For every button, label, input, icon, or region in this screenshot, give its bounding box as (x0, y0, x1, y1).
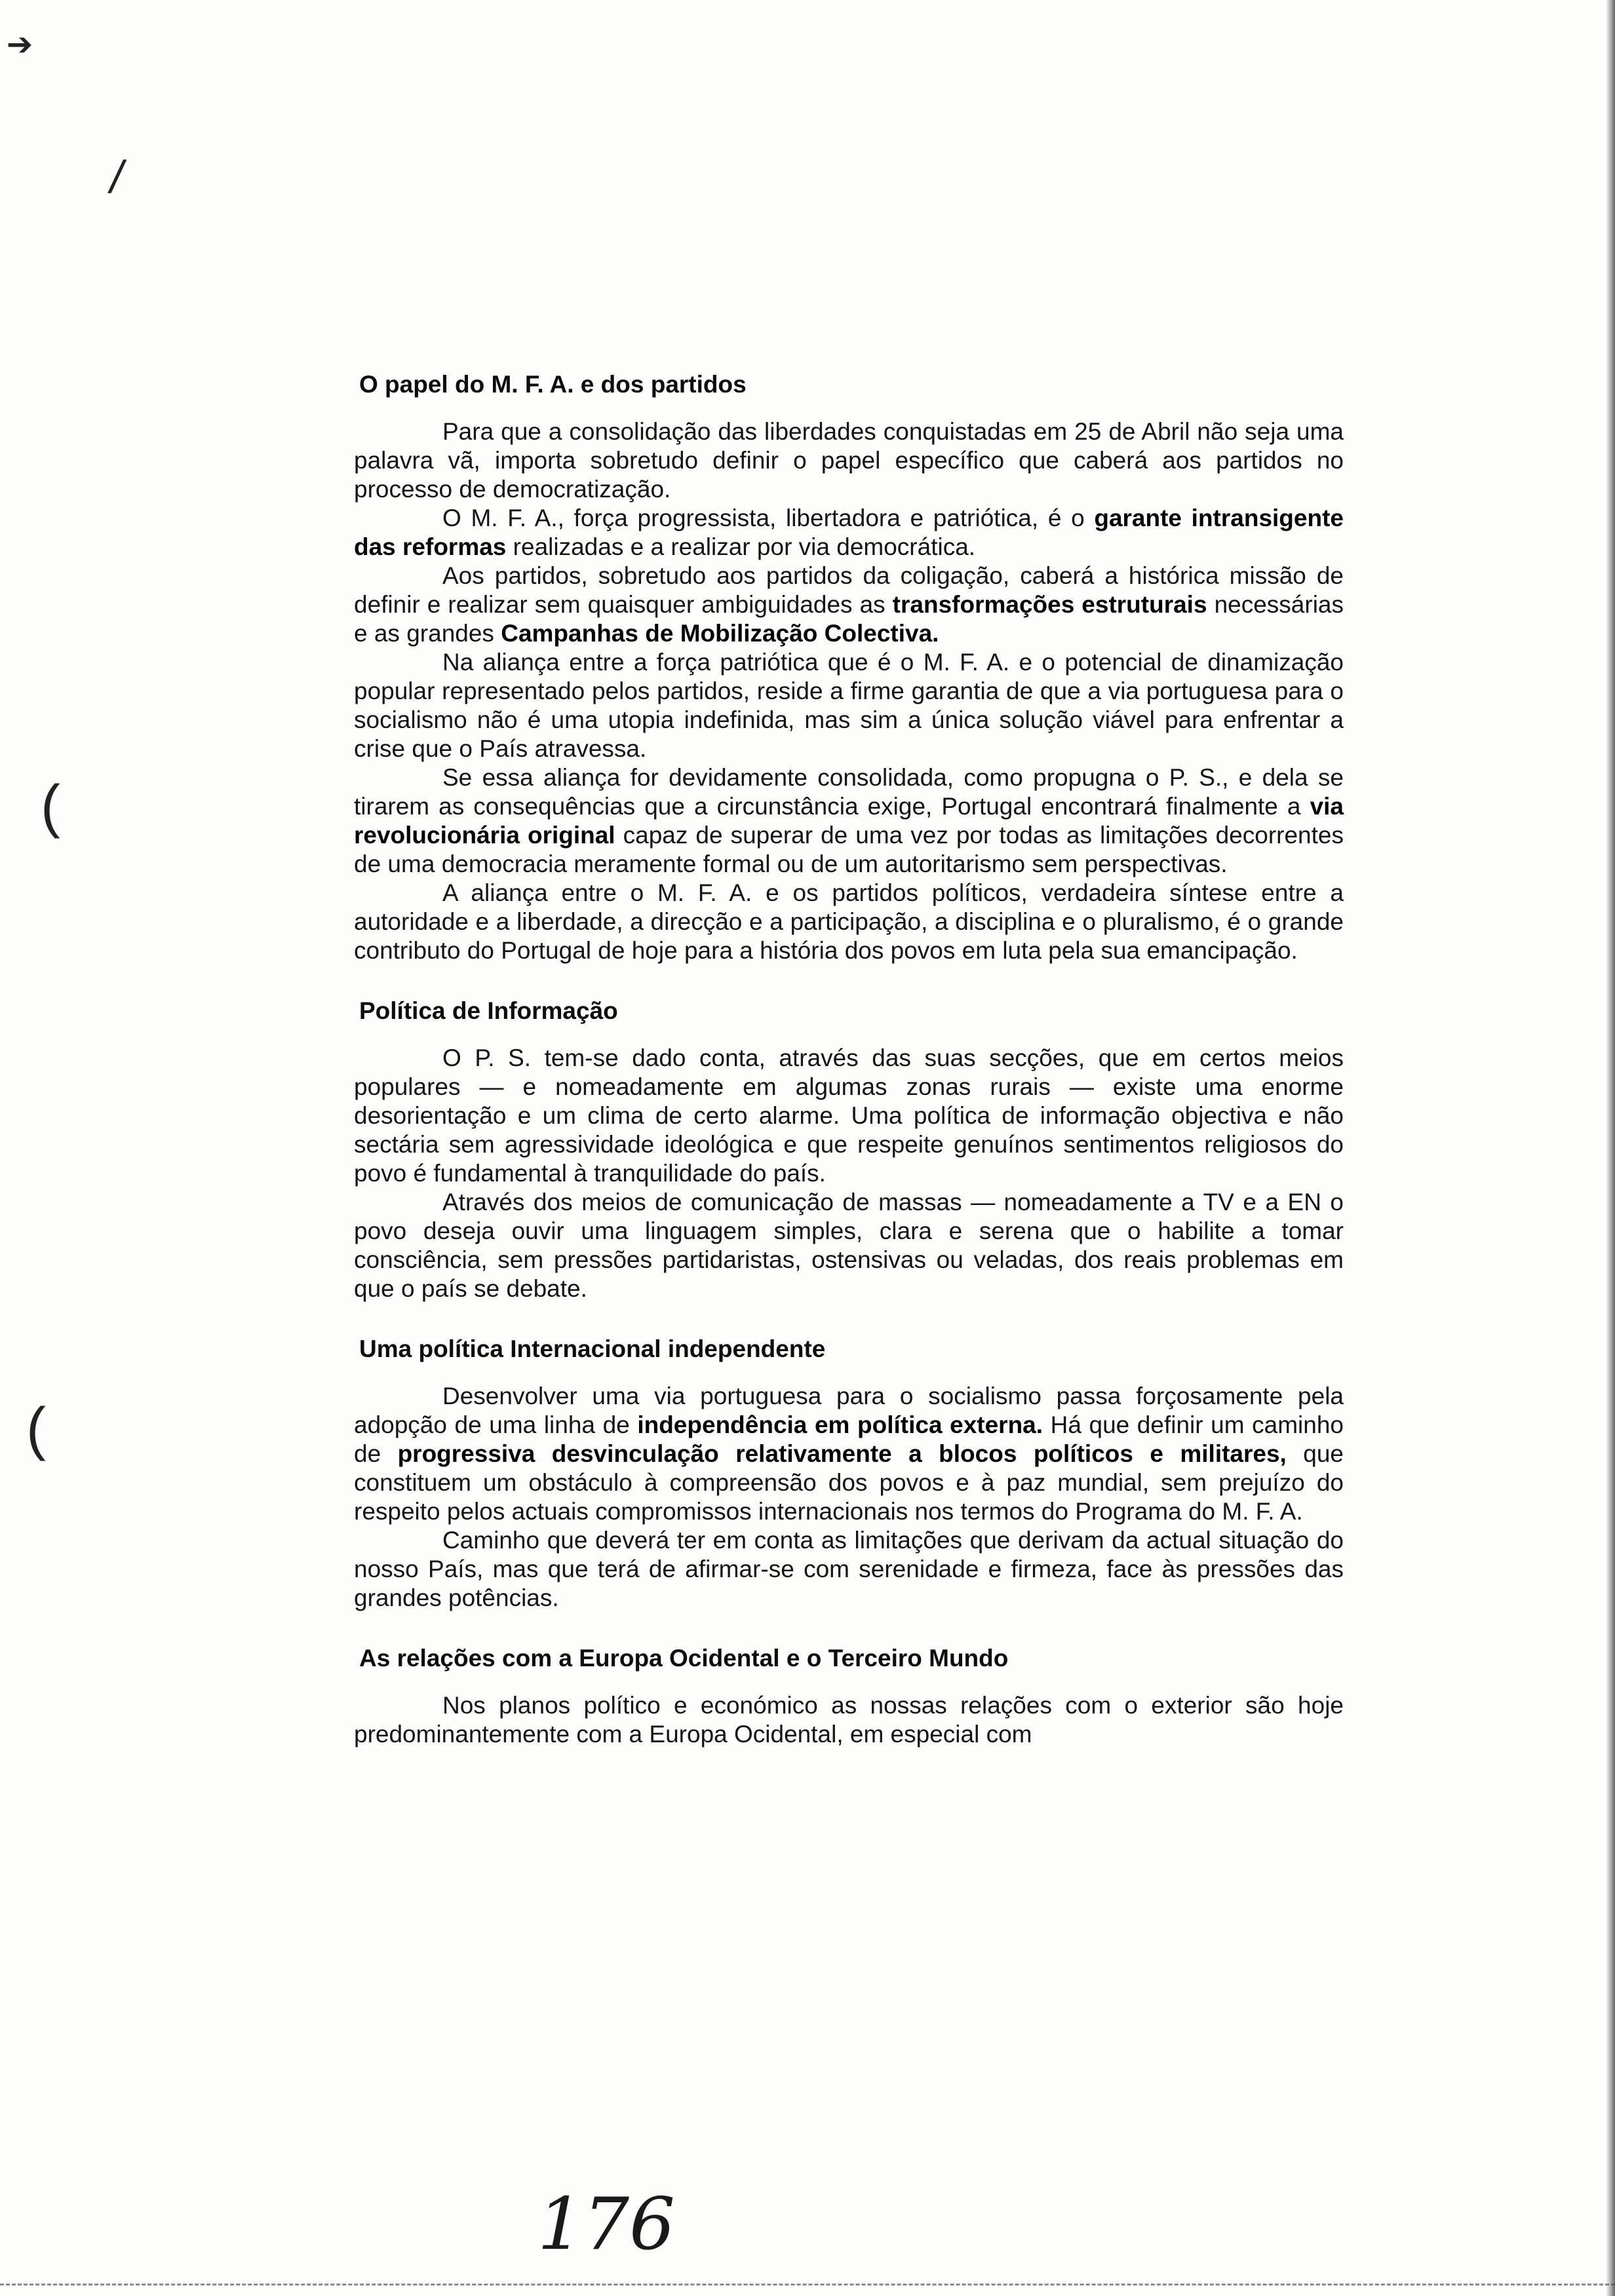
section-heading: Política de Informação (359, 997, 618, 1024)
text-run: O P. S. tem-se dado conta, através das suas secções, que em certos meios populares — e nomeadamente em algumas zonas rurais — existe uma enorme desorientação e um clima de certo alarme. Uma política de informação objectiva e não sectária sem agressividade ideológica e que respeite genuínos sentimentos religiosos do povo é fundamental à tranquilidade do país. (354, 1044, 1344, 1187)
bold-text: progressiva desvinculação relativamente a blocos políticos e militares, (397, 1440, 1287, 1467)
bold-text: Campanhas de Mobilização Colectiva. (501, 620, 939, 647)
text-run: Se essa aliança for devidamente consolidada, como propugna o P. S., e dela se tirarem as consequências que a circunstância exige, Portugal encontrará finalmente a (354, 764, 1344, 820)
paragraph (354, 1382, 1344, 1526)
corner-arrow-mark: ➔ (7, 28, 33, 62)
section-heading: As relações com a Europa Ocidental e o Terceiro Mundo (359, 1645, 1009, 1672)
section (354, 1335, 1344, 1613)
section (354, 997, 1344, 1303)
bold-text: garante intransigente das reformas (354, 505, 1344, 560)
paragraph (354, 417, 1344, 504)
paragraph (354, 562, 1344, 648)
text-run: Aos partidos, sobretudo aos partidos da coligação, caberá a histórica missão de definir e realizar sem quaisquer ambiguidades as (354, 562, 1344, 618)
paragraph (354, 1691, 1344, 1749)
text-run: que constituem um obstáculo à compreensão dos povos e à paz mundial, sem prejuízo do respeito pelos actuais compromissos internacionais nos termos do Programa do M. F. A. (354, 1440, 1344, 1525)
margin-curve-mark: ( (26, 1396, 46, 1462)
paragraph (354, 879, 1344, 965)
margin-curve-mark: ( (41, 774, 60, 839)
scan-bottom-edge (0, 2284, 1615, 2288)
text-run: capaz de superar de uma vez por todas as limitações decorrentes de uma democracia meramente formal ou de um autoritarismo sem perspectivas. (354, 822, 1344, 877)
text-run: realizadas e a realizar por via democrática. (506, 533, 976, 560)
text-run: necessárias e as grandes (354, 591, 1344, 647)
text-run: O M. F. A., força progressista, libertadora e patriótica, é o (442, 505, 1095, 531)
text-run: Nos planos político e económico as nossas relações com o exterior são hoje predominantemente com a Europa Ocidental, em especial com (354, 1692, 1344, 1748)
section (354, 1644, 1344, 1749)
text-run: Há que definir um caminho de (354, 1411, 1344, 1467)
text-run: Na aliança entre a força patriótica que é o M. F. A. e o potencial de dinamização popular representado pelos partidos, reside a firme garantia de que a via portuguesa para o socialismo não é uma utopia indefinida, mas sim a única solução viável para enfrentar a crise que o País atravessa. (354, 649, 1344, 762)
document-body (354, 370, 1344, 1780)
text-run: Através dos meios de comunicação de massas — nomeadamente a TV e a EN o povo deseja ouvir uma linguagem simples, clara e serena que o habilite a tomar consciência, sem pressões partidaristas, ostensivas ou veladas, dos reais problemas em que o país se debate. (354, 1189, 1344, 1302)
section-heading: Uma política Internacional independente (359, 1335, 826, 1362)
paragraph (354, 1044, 1344, 1188)
paragraph (354, 648, 1344, 763)
scan-edge-shadow (1606, 0, 1615, 2296)
paragraph (354, 763, 1344, 879)
paragraph (354, 1188, 1344, 1303)
text-run: Caminho que deverá ter em conta as limitações que derivam da actual situação do nosso País, mas que terá de afirmar-se com serenidade e firmeza, face às pressões das grandes potências. (354, 1527, 1344, 1611)
section (354, 370, 1344, 965)
page-number: 176 (537, 2182, 675, 2266)
text-run: Para que a consolidação das liberdades conquistadas em 25 de Abril não seja uma palavra vã, importa sobretudo definir o papel específico que caberá aos partidos no processo de democratização. (354, 418, 1344, 503)
section-heading: O papel do M. F. A. e dos partidos (359, 371, 747, 398)
pen-stroke-mark: / (110, 151, 123, 202)
paragraph (354, 504, 1344, 562)
paragraph (354, 1526, 1344, 1613)
bold-text: via revolucionária original (354, 793, 1344, 849)
text-run: Desenvolver uma via portuguesa para o socialismo passa forçosamente pela adopção de uma linha de (354, 1383, 1344, 1438)
bold-text: transformações estruturais (892, 591, 1207, 618)
text-run: A aliança entre o M. F. A. e os partidos políticos, verdadeira síntese entre a autoridade e a liberdade, a direcção e a participação, a disciplina e o pluralismo, é o grande contributo do Portugal de hoje para a história dos povos em luta pela sua emancipação. (354, 879, 1344, 964)
bold-text: independência em política externa. (637, 1411, 1043, 1438)
